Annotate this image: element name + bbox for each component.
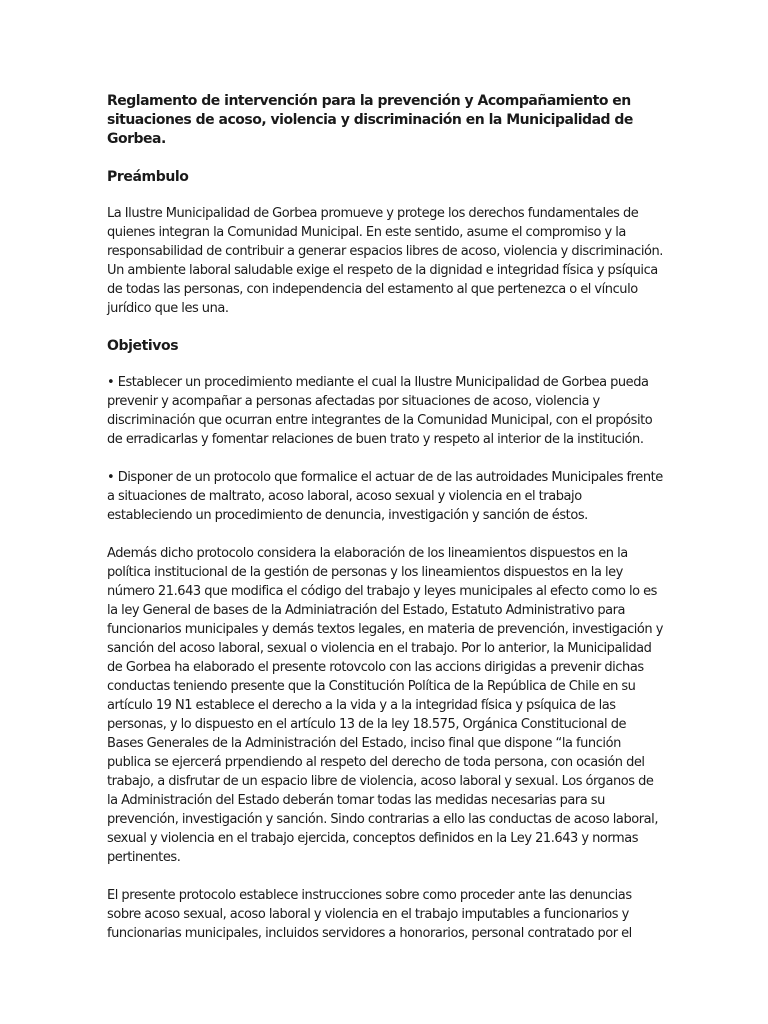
section-heading-objetivos: Objetivos (107, 338, 179, 354)
body-paragraph-presente-protocolo: El presente protocolo establece instrucciones sobre como proceder ante las denuncias sobre acoso sexual, acoso laboral y violencia en el trabajo imputables a funcionarios y funcionarias municipales, incluidos servidores a honorarios, personal contratado por el (107, 888, 632, 941)
objetivo-bullet-2: • Disponer de un protocolo que formalice el actuar de de las autroidades Municipales frente a situaciones de maltrato, acoso laboral, acoso sexual y violencia en el trabajo estableciendo un procedimiento de denuncia, investigación y sanción de éstos. (107, 470, 663, 523)
objetivo-bullet-1: • Establecer un procedimiento mediante el cual la Ilustre Municipalidad de Gorbea pueda prevenir y acompañar a personas afectadas por situaciones de acoso, violencia y discriminación que ocurran entre integrantes de la Comunidad Municipal, con el propósito de erradicarlas y fomentar relaciones de buen trato y respeto al interior de la institución. (107, 375, 653, 447)
body-paragraph-ademas: Además dicho protocolo considera la elaboración de los lineamientos dispuestos en la política institucional de la gestión de personas y los lineamientos dispuestos en la ley número 21.643 que modifica el código del trabajo y leyes municipales al efecto como lo es la ley General de bases de la Adminiatración del Estado, Estatuto Administrativo para funcionarios municipales y demás textos legales, en materia de prevención, investigación y sanción del acoso laboral, sexual o violencia en el trabajo. Por lo anterior, la Municipalidad de Gorbea ha elaborado el presente rotovcolo con las accions dirigidas a prevenir dichas conductas teniendo presente que la Constitución Política de la República de Chile en su artículo 19 N1 establece el derecho a la vida y a la integridad física y psíquica de las personas, y lo dispuesto en el artículo 13 de la ley 18.575, Orgánica Constitucional de Bases Generales de la Administración del Estado, inciso final que dispone “la función publica se ejercerá prpendiendo al respeto del derecho de toda persona, con ocasión del trabajo, a disfrutar de un espacio libre de violencia, acoso laboral y sexual. Los órganos de la Administración del Estado deberán tomar todas las medidas necesarias para su prevención, investigación y sanción. Sindo contrarias a ello las conductas de acoso laboral, sexual y violencia en el trabajo ejercida, conceptos definidos en la Ley 21.643 y normas pertinentes. (107, 546, 663, 865)
preambulo-paragraph: La Ilustre Municipalidad de Gorbea promueve y protege los derechos fundamentales de quienes integran la Comunidad Municipal. En este sentido, asume el compromiso y la responsabilidad de contribuir a generar espacios libres de acoso, violencia y discriminación. Un ambiente laboral saludable exige el respeto de la dignidad e integridad física y psíquica de todas las personas, con independencia del estamento al que pertenezca o el vínculo jurídico que les una. (107, 206, 663, 316)
document-page (107, 92, 663, 962)
document-title: Reglamento de intervención para la prevención y Acompañamiento en situaciones de acoso, violencia y discriminación en la Municipalidad de Gorbea. (107, 93, 633, 147)
section-heading-preambulo: Preámbulo (107, 169, 189, 185)
